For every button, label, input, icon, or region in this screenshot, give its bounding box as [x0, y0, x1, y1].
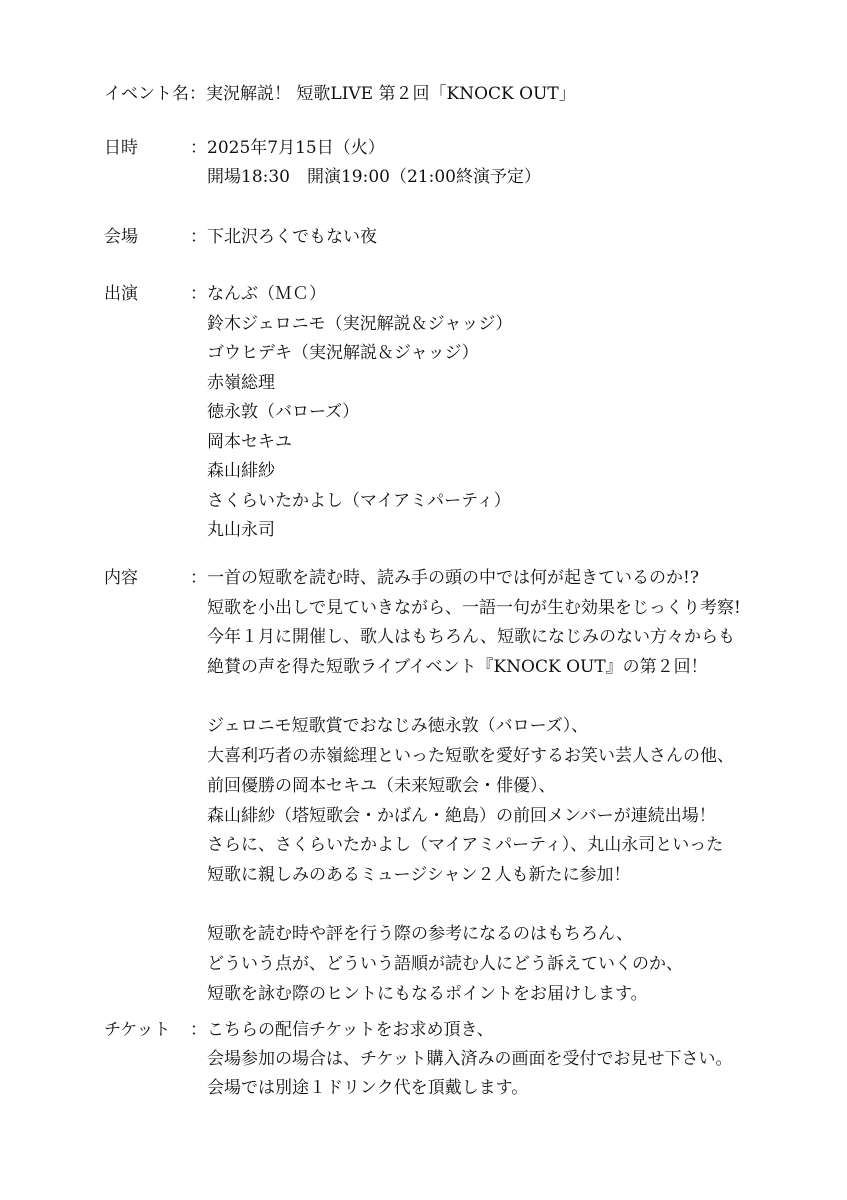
- content-line: 短歌を詠む際のヒントにもなるポイントをお届けします。: [207, 983, 648, 1004]
- cast-member: 丸山永司: [207, 520, 275, 540]
- event-name-colon: ：: [189, 84, 206, 104]
- paragraph-spacer: [207, 683, 824, 713]
- venue-colon: ：: [190, 227, 207, 247]
- cast-member: なんぶ（ＭＣ）: [207, 284, 326, 304]
- content-row: [104, 564, 824, 1009]
- datetime-value: [207, 134, 824, 192]
- cast-member: 徳永敦（バローズ）: [207, 402, 360, 422]
- event-name-label: イベント名: [104, 84, 189, 104]
- content-label: 内容: [104, 568, 138, 588]
- cast-label: 出演: [104, 284, 138, 304]
- datetime-row: [104, 134, 824, 192]
- content-line: 大喜利巧者の赤嶺総理といった短歌を愛好するお笑い芸人さんの他、: [207, 746, 734, 767]
- ticket-line: 会場参加の場合は、チケット購入済みの画面を受付でお見せ下さい。: [207, 1049, 733, 1069]
- content-line: 一首の短歌を読む時、読み手の頭の中では何が起きているのか!?: [207, 568, 699, 588]
- datetime-line-date: 2025年7月15日（火）: [207, 138, 385, 158]
- ticket-label: チケット: [104, 1020, 171, 1040]
- datetime-line-times: 開場18:30 開演19:00（21:00終演予定）: [207, 167, 541, 187]
- event-name-row: [104, 80, 824, 109]
- ticket-colon: ：: [190, 1020, 207, 1040]
- cast-member: ゴウヒデキ（実況解説＆ジャッジ）: [207, 343, 479, 363]
- venue-label: 会場: [104, 227, 138, 247]
- content-body: [207, 564, 824, 1009]
- content-line: 短歌を小出しで見ていきながら、一語一句が生む効果をじっくり考察!: [207, 597, 741, 618]
- cast-member: 岡本セキユ: [207, 431, 292, 452]
- ticket-line: 会場では別途１ドリンク代を頂戴します。: [207, 1078, 529, 1098]
- cast-member: さくらいたかよし（マイアミパーティ）: [207, 490, 511, 511]
- cast-list: [207, 280, 824, 546]
- content-line: ジェロニモ短歌賞でおなじみ徳永敦（バローズ）、: [207, 716, 589, 737]
- datetime-label: 日時: [104, 138, 138, 158]
- content-line: 森山緋紗（塔短歌会・かばん・絶島）の前回メンバーが連続出場！: [207, 805, 716, 826]
- ticket-line: こちらの配信チケットをお求め頂き、: [207, 1020, 494, 1040]
- venue-row: [104, 223, 824, 252]
- datetime-colon: ：: [190, 138, 207, 158]
- content-line: さらに、さくらいたかよし（マイアミパーティ）、丸山永司といった: [207, 835, 724, 856]
- cast-member: 鈴木ジェロニモ（実況解説＆ジャッジ）: [207, 313, 513, 334]
- content-colon: ：: [190, 568, 207, 588]
- content-line: 短歌を読む時や評を行う際の参考になるのはもちろん、: [207, 924, 634, 945]
- cast-colon: ：: [190, 284, 207, 304]
- ticket-body: [207, 1016, 824, 1103]
- cast-member: 赤嶺総理: [207, 372, 275, 393]
- content-line: どういう点が、どういう語順が読む人にどう訴えていくのか、: [207, 953, 683, 974]
- venue-value: 下北沢ろくでもない夜: [207, 227, 377, 247]
- content-line: 短歌に親しみのあるミュージシャン２人も新たに参加！: [207, 864, 631, 885]
- content-line: 絶賛の声を得た短歌ライブイベント『KNOCK OUT』の第２回！: [207, 657, 708, 678]
- content-line: 前回優勝の岡本セキユ（未来短歌会・俳優）、: [207, 775, 556, 796]
- cast-member: 森山緋紗: [207, 461, 275, 481]
- ticket-row: [104, 1016, 824, 1103]
- paragraph-spacer: [207, 891, 824, 921]
- cast-row: [104, 280, 824, 546]
- event-name-value: 実況解説！ 短歌LIVE 第２回「KNOCK OUT」: [206, 84, 576, 104]
- content-line: 今年１月に開催し、歌人はもちろん、短歌になじみのない方々からも: [207, 627, 736, 648]
